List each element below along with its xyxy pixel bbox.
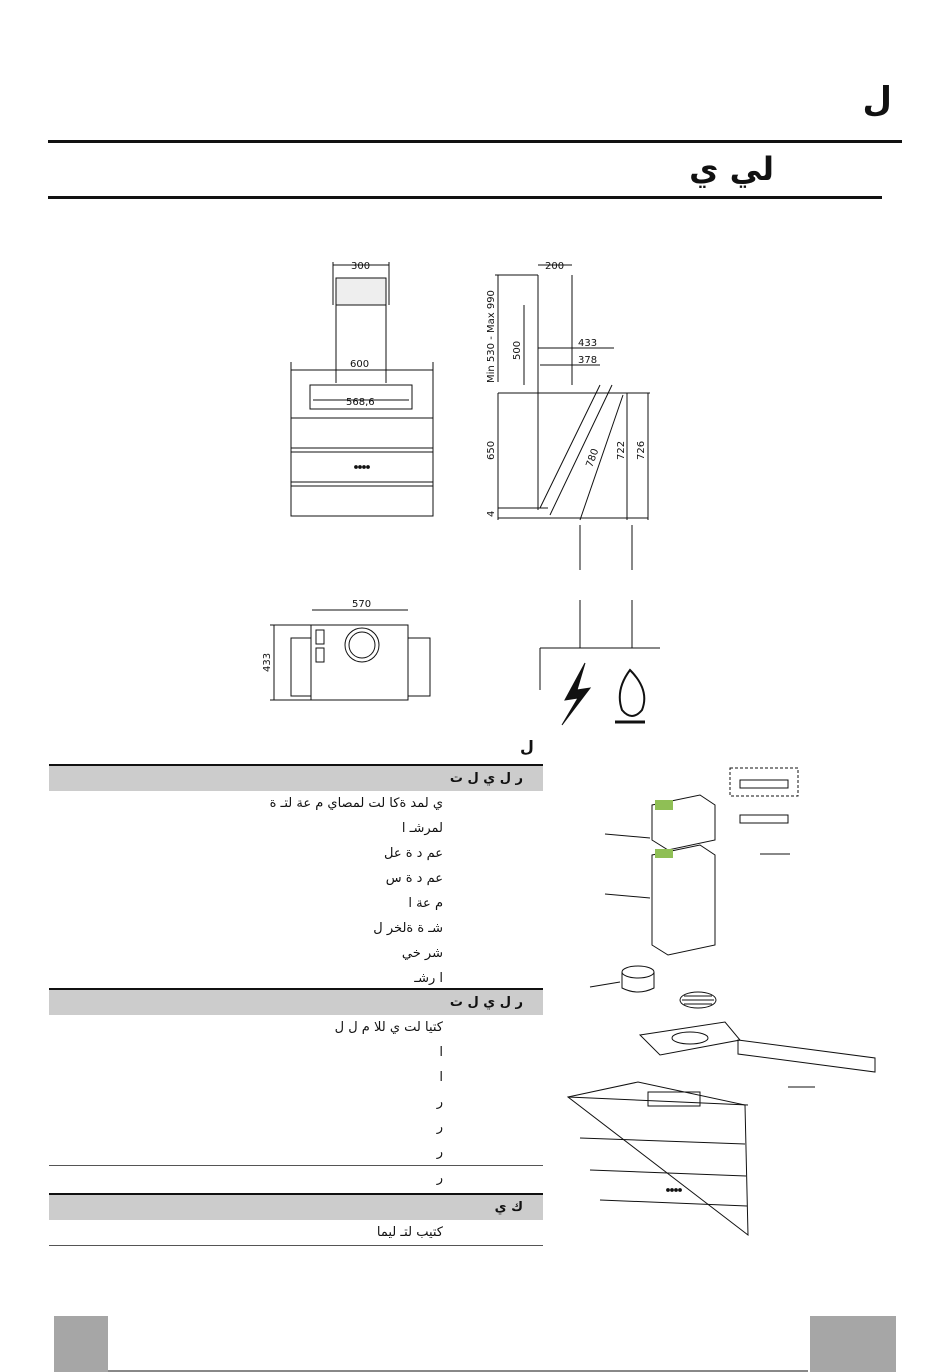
section-title: لي ي — [689, 150, 774, 188]
documentation-header: ك ي — [49, 1194, 543, 1220]
dim-4: 4 — [486, 510, 497, 517]
dim-568: 568,6 — [346, 397, 375, 408]
dim-722: 722 — [616, 440, 627, 460]
dim-600: 600 — [350, 359, 370, 370]
components-table — [49, 764, 543, 991]
dim-650: 650 — [486, 440, 497, 460]
components-header: ر ل ي ل ت — [49, 765, 543, 791]
installation-row: كتيا لت ي للا م ل ل — [334, 1020, 443, 1035]
installation-table — [49, 988, 543, 1191]
clearance-sketch — [540, 600, 660, 725]
top-rule — [48, 140, 902, 143]
chapter-letter: ل — [862, 80, 892, 120]
bottom-view-drawing — [270, 610, 430, 700]
footer-right-box — [810, 1316, 896, 1372]
title-underline — [48, 196, 882, 199]
dim-200: 200 — [545, 261, 565, 272]
component-row: شر خي — [401, 946, 443, 961]
installation-row: ر — [436, 1095, 443, 1110]
component-row: ي لمد ةكا لت لمصاي م عة لتـ ة — [269, 796, 443, 811]
component-row: لمرشـ ا — [401, 821, 443, 836]
installation-row: ا — [439, 1045, 443, 1060]
documentation-row: كتيب لتـ ليما — [376, 1225, 443, 1240]
installation-row: ا — [439, 1070, 443, 1085]
exploded-view-drawing — [560, 760, 900, 1260]
technical-drawings — [0, 250, 950, 750]
component-row: ا رشـ — [414, 971, 443, 986]
installation-row: ر — [436, 1145, 443, 1160]
dim-378: 378 — [578, 355, 598, 366]
side-view-drawing — [495, 265, 650, 570]
footer-left-box — [54, 1316, 108, 1372]
dim-780: 780 — [584, 447, 602, 470]
parts-section-label: ل — [520, 737, 534, 756]
component-row: عم د ة عل — [383, 846, 443, 861]
dim-433: 433 — [578, 338, 598, 349]
dim-300: 300 — [351, 261, 371, 272]
component-row: م عة ا — [408, 896, 443, 911]
dim-726: 726 — [636, 440, 647, 460]
installation-header: ر ل ي ل ت — [49, 989, 543, 1015]
dim-range: Min 530 - Max 990 — [486, 290, 497, 383]
dim-570: 570 — [352, 599, 372, 610]
dim-500: 500 — [512, 340, 523, 360]
front-view-drawing — [291, 262, 433, 516]
documentation-table — [49, 1193, 543, 1246]
dim-433-bottom: 433 — [262, 652, 273, 672]
component-row: شـ ة ةلخر ل — [373, 921, 443, 936]
installation-row: ر — [436, 1120, 443, 1135]
component-row: عم د ة س — [385, 871, 443, 886]
installation-row: ر — [436, 1171, 443, 1186]
